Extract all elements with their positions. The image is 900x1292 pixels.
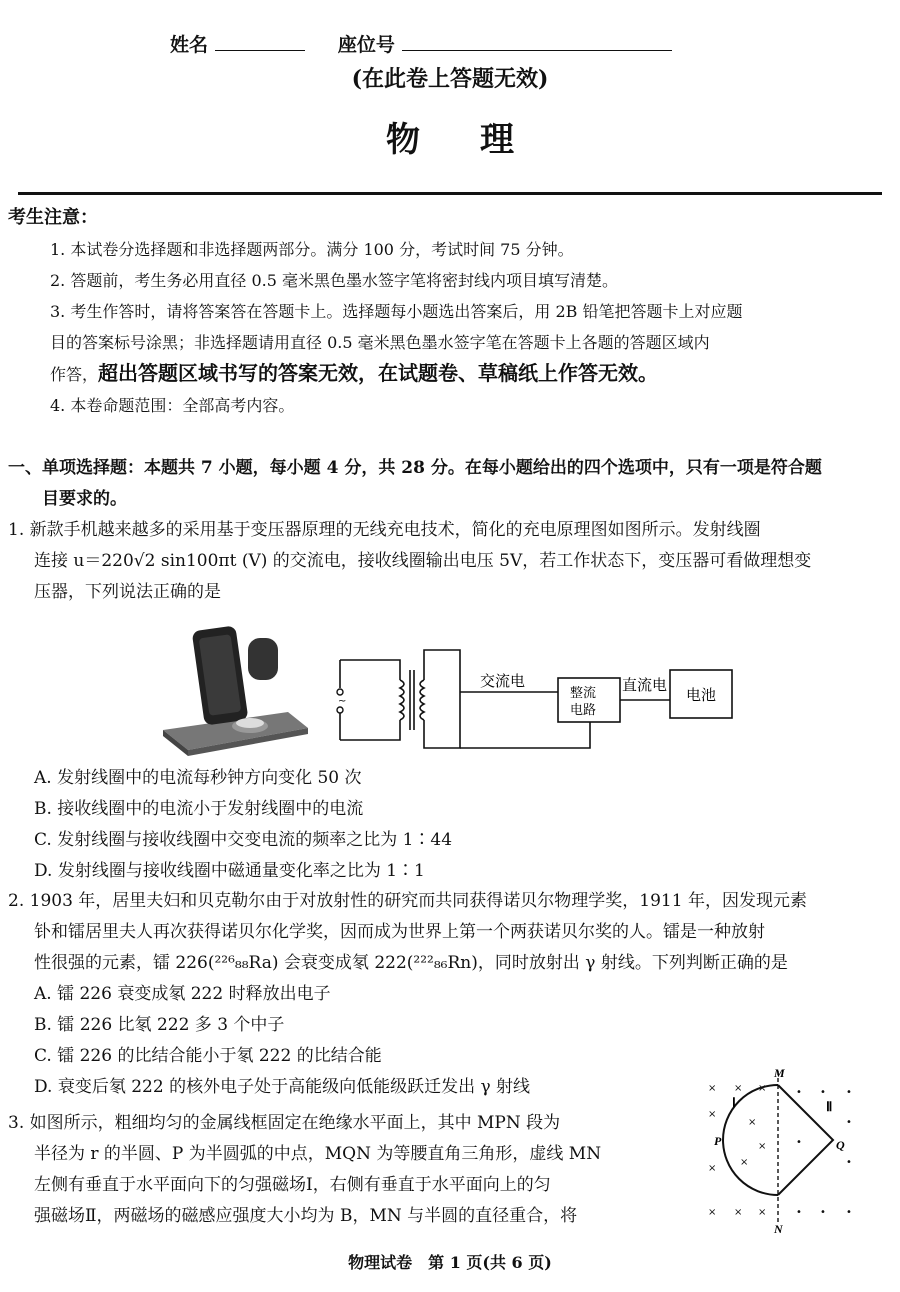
svg-text:•: • (846, 1117, 852, 1128)
q1-option-a: A. 发射线圈中的电流每秒钟方向变化 50 次 (34, 768, 362, 788)
svg-text:×: × (734, 1083, 743, 1094)
svg-text:×: × (708, 1083, 717, 1094)
subject-title: 物理 (386, 120, 574, 160)
label-q: Q (836, 1138, 845, 1152)
svg-text:×: × (734, 1207, 743, 1218)
rectifier-label-1: 整流 (570, 685, 597, 700)
ac-label: 交流电 (480, 674, 526, 690)
svg-text:×: × (708, 1207, 717, 1218)
svg-text:•: • (820, 1207, 826, 1218)
svg-text:×: × (740, 1157, 749, 1168)
label-p: P (714, 1134, 722, 1148)
svg-text:×: × (758, 1141, 767, 1152)
q1-option-c: C. 发射线圈与接收线圈中交变电流的频率之比为 1∶44 (34, 830, 453, 850)
svg-text:•: • (796, 1207, 802, 1218)
q2-option-d: D. 衰变后氡 222 的核外电子处于高能级向低能级跃迁发出 γ 射线 (34, 1077, 531, 1097)
svg-text:•: • (846, 1207, 852, 1218)
triangle-mqn (778, 1085, 833, 1195)
notice-item-3-cont: 目的答案标号涂黑；非选择题请用直径 0.5 毫米黑色墨水签字笔在答题卡上各题的答题区域内 (50, 333, 710, 352)
svg-text:•: • (820, 1087, 826, 1098)
label-n: N (774, 1222, 783, 1235)
dc-label: 直流电 (622, 678, 668, 694)
rectifier-label-2: 电路 (570, 702, 597, 717)
notice-emphasis: 超出答题区域书写的答案无效，在试题卷、草稿纸上作答无效。 (98, 361, 659, 385)
notice-item-4: 4. 本卷命题范围：全部高考内容。 (50, 396, 295, 415)
page-footer: 物理试卷 第 1 页(共 6 页) (348, 1253, 552, 1272)
notice-item-3-end: 作答，超出答题区域书写的答案无效，在试题卷、草稿纸上作答无效。 (50, 361, 659, 385)
q1-option-b: B. 接收线圈中的电流小于发射线圈中的电流 (34, 799, 364, 819)
question-3-stem: 3. 如图所示，粗细均匀的金属线框固定在绝缘水平面上，其中 MPN 段为 半径为 r 的半圆、P 为半圆弧的中点，MQN 为等腰直角三角形，虚线 MN 左侧有垂直于水平面向下的匀强磁场Ⅰ，右侧有垂直于水平面向上的匀 强磁场Ⅱ，两磁场的磁感应强度大小均为 B，MN 与半圆的直径重合，将 (8, 1113, 602, 1226)
q2-option-a: A. 镭 226 衰变成氡 222 时释放出电子 (34, 984, 331, 1004)
svg-text:•: • (846, 1087, 852, 1098)
label-m: M (774, 1066, 785, 1080)
primary-coil (400, 680, 404, 720)
invalid-note: (在此卷上答题无效) (351, 66, 549, 92)
wireless-charger-image (158, 620, 318, 760)
q2-options (34, 979, 530, 1103)
notice-item-1: 1. 本试卷分选择题和非选择题两部分。满分 100 分，考试时间 75 分钟。 (50, 240, 574, 259)
watch-device (248, 638, 278, 680)
seat-blank (402, 36, 672, 51)
svg-text:×: × (748, 1117, 757, 1128)
svg-text:•: • (796, 1087, 802, 1098)
svg-text:•: • (796, 1137, 802, 1148)
svg-text:×: × (708, 1163, 717, 1174)
notice-list (50, 234, 890, 421)
label-field-2: Ⅱ (826, 1099, 833, 1114)
svg-text:~: ~ (338, 696, 347, 707)
question-1-stem: 1. 新款手机越来越多的采用基于变压器原理的无线充电技术，简化的充电原理图如图所示。发射线圈 连接 u＝220√2 sin100πt (V) 的交流电，接收线圈输出电压 5V，若工作状态下，变压器可看做理想变 压器，下列说法正确的是 (8, 520, 812, 602)
svg-text:×: × (758, 1083, 767, 1094)
battery-label: 电池 (686, 688, 717, 704)
name-blank (215, 36, 305, 51)
svg-text:•: • (846, 1157, 852, 1168)
q2-option-c: C. 镭 226 的比结合能小于氡 222 的比结合能 (34, 1046, 382, 1066)
notice-title: 考生注意： (8, 207, 98, 228)
charging-circuit-diagram (330, 640, 740, 760)
q1-options (34, 763, 452, 887)
notice-item-2: 2. 答题前，考生务必用直径 0.5 毫米黑色墨水签字笔将密封线内项目填写清楚。 (50, 271, 618, 290)
magnetic-field-diagram (700, 1065, 860, 1235)
name-label: 姓名 (170, 34, 209, 56)
svg-text:×: × (708, 1109, 717, 1120)
label-field-1: Ⅰ (732, 1095, 736, 1110)
secondary-coil (420, 680, 424, 720)
svg-text:×: × (758, 1207, 767, 1218)
question-2-stem: 2. 1903 年，居里夫妇和贝克勒尔由于对放射性的研究而共同获得诺贝尔物理学奖，1911 年，因发现元素 钋和镭居里夫人再次获得诺贝尔化学奖，因而成为世界上第一个两获诺贝尔奖的人。镭是一种放射 性很强的元素，镭 226(²²⁶₈₈Ra) 会衰变成氡 222(²²²₈₆Rn)，同时放射出 γ 射线。下列判断正确的是 (8, 891, 807, 973)
section-heading: 一、单项选择题：本题共 7 小题，每小题 4 分，共 28 分。在每小题给出的四个选项中，只有一项是符合题 目要求的。 (8, 458, 822, 509)
q2-option-b: B. 镭 226 比氡 222 多 3 个中子 (34, 1015, 285, 1035)
seat-label: 座位号 (337, 34, 395, 56)
notice-item-3: 3. 考生作答时，请将答案答在答题卡上。选择题每小题选出答案后，用 2B 铅笔把答题卡上对应题 (50, 302, 743, 321)
header-divider (18, 192, 882, 195)
exam-header (170, 30, 672, 57)
q1-option-d: D. 发射线圈与接收线圈中磁通量变化率之比为 1∶1 (34, 861, 425, 881)
